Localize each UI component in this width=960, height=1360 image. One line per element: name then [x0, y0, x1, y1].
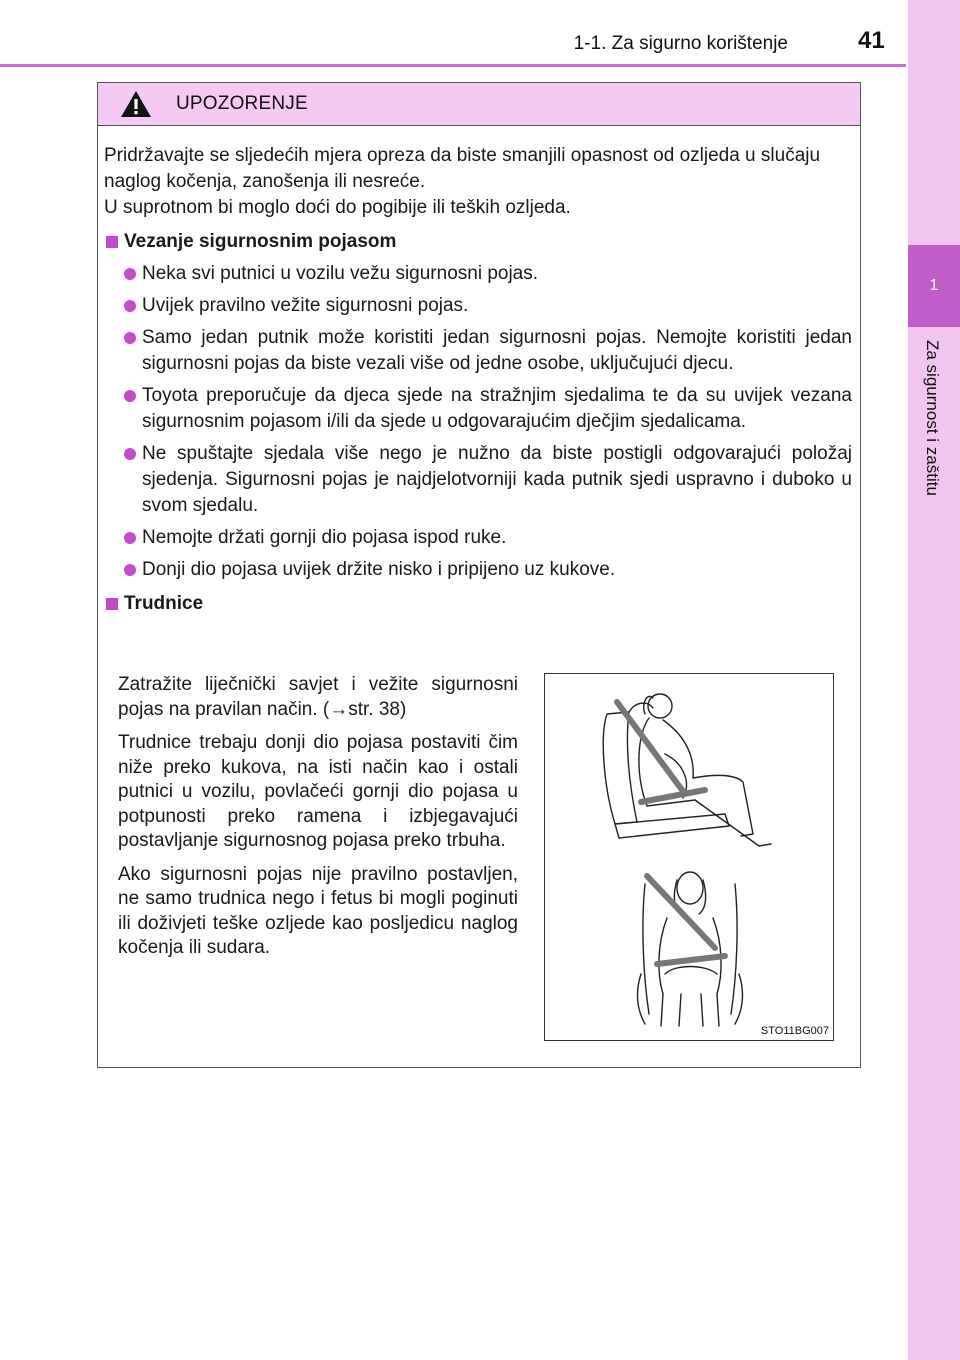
round-bullet-icon — [124, 448, 136, 460]
warning-header — [98, 83, 860, 126]
square-bullet-icon — [106, 236, 118, 248]
warning-triangle-icon — [120, 90, 152, 118]
list-item — [104, 325, 852, 377]
list-item-text: Uvijek pravilno vežite sigurnosni pojas. — [142, 295, 469, 316]
list-item — [104, 557, 852, 583]
side-tab-strip — [908, 0, 960, 1360]
warning-title: UPOZORENJE — [176, 93, 308, 114]
pregnant-women-text — [118, 673, 518, 970]
round-bullet-icon — [124, 332, 136, 344]
list-item-text: Nemojte držati gornji dio pojasa ispod ruke. — [142, 527, 507, 548]
section-heading-text: Trudnice — [124, 593, 204, 614]
chapter-number-tab[interactable] — [908, 245, 960, 327]
warning-intro-consequence: U suprotnom bi moglo doći do pogibije ili teških ozljeda. — [104, 197, 571, 218]
round-bullet-icon — [124, 300, 136, 312]
section-title: 1-1. Za sigurno korištenje — [573, 33, 788, 54]
warning-intro-text: Pridržavajte se sljedećih mjera opreza da biste smanjili opasnost od ozljeda u slučaju naglog kočenja, zanošenja ili nesreće. — [104, 145, 821, 192]
section-heading-text: Vezanje sigurnosnim pojasom — [124, 231, 397, 252]
list-item — [104, 383, 852, 435]
chapter-number: 1 — [929, 277, 939, 294]
figure-code: STO11BG007 — [760, 1025, 829, 1037]
paragraph: Ako sigurnosni pojas nije pravilno postavljen, ne samo trudnica nego i fetus bi mogli poginuti ili doživjeti teške ozljede kao posljedicu naglog kočenja ili sudara. — [118, 863, 518, 958]
paragraph: Trudnice trebaju donji dio pojasa postaviti čim niže preko kukova, na isti način kao i ostali putnici u vozilu, povlačeći gornji dio pojasa u potpunosti preko ramena i izbjegavajući postavljanje sigurnosnog pojasa preko trbuha. — [118, 732, 518, 851]
list-item — [104, 293, 852, 319]
section-heading-pregnant — [104, 591, 852, 617]
round-bullet-icon — [124, 564, 136, 576]
list-item-text: Toyota preporučuje da djeca sjede na stražnjim sjedalima te da su uvijek vezana sigurnosnim pojasom i/ili da sjede u odgovarajućim dječjim sjedalicama. — [142, 385, 852, 432]
page-number: 41 — [858, 27, 885, 54]
illustration-drawing — [545, 674, 832, 1039]
list-item — [104, 525, 852, 551]
warning-body — [104, 143, 852, 619]
list-item-text: Ne spuštajte sjedala više nego je nužno da biste postigli odgovarajući položaj sjedenja. Sigurnosni pojas je najdjelotvorniji kada putnik sjedi uspravno i duboko u svom sjedalu. — [142, 443, 852, 516]
warning-intro — [104, 143, 852, 221]
warning-box — [97, 82, 861, 1068]
list-item-text: Neka svi putnici u vozilu vežu sigurnosni pojas. — [142, 263, 539, 284]
header-divider — [0, 64, 906, 67]
list-item-text: Samo jedan putnik može koristiti jedan sigurnosni pojas. Nemojte koristiti jedan sigurnosni pojas da biste vezali više od jedne osobe, uključujući djecu. — [142, 327, 852, 374]
paragraph: Zatražite liječnički savjet i vežite sigurnosni pojas na pravilan način. (→str. 38) — [118, 674, 518, 720]
list-item — [104, 441, 852, 519]
square-bullet-icon — [106, 598, 118, 610]
round-bullet-icon — [124, 532, 136, 544]
chapter-title: Za sigurnost i zaštitu — [923, 340, 942, 496]
round-bullet-icon — [124, 268, 136, 280]
list-item-text: Donji dio pojasa uvijek držite nisko i pripijeno uz kukove. — [142, 559, 616, 580]
list-item — [104, 261, 852, 287]
round-bullet-icon — [124, 390, 136, 402]
section-heading-seatbelt — [104, 229, 852, 255]
pregnant-seatbelt-illustration — [544, 673, 834, 1041]
